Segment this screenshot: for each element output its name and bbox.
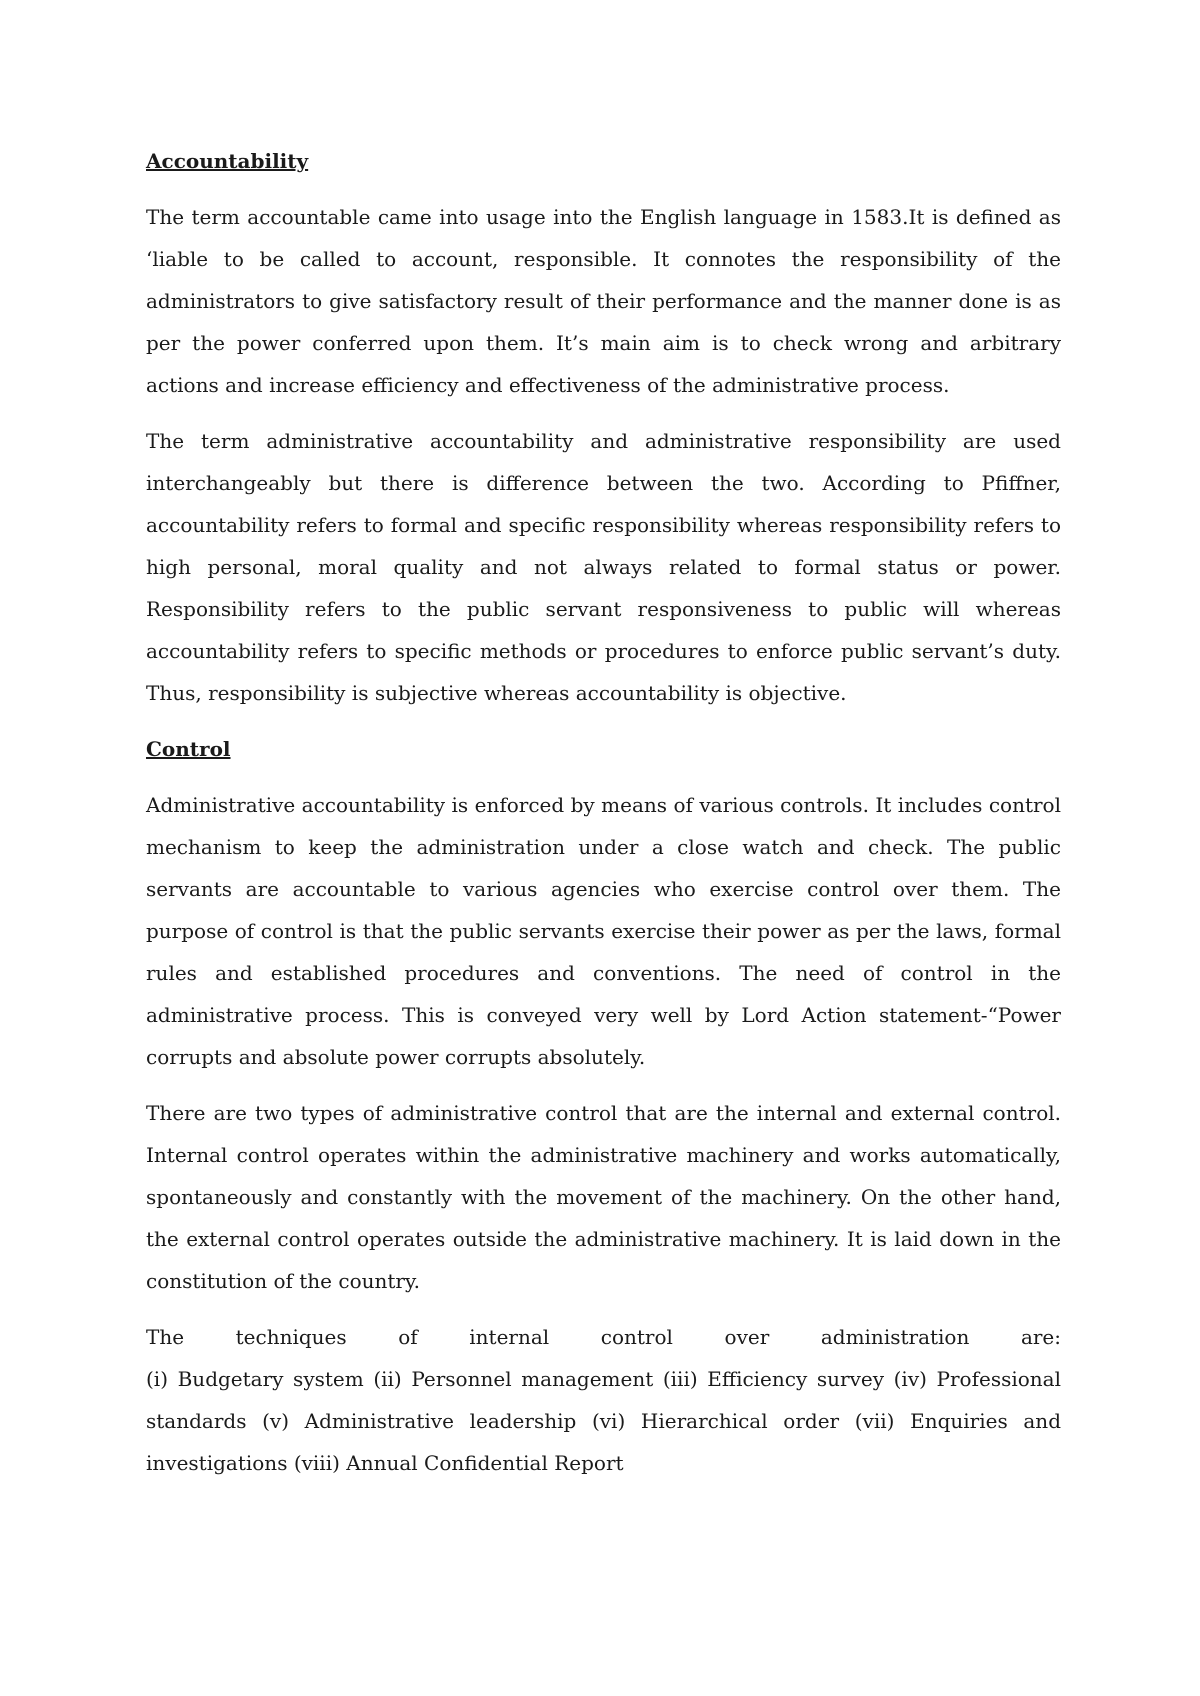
paragraph-control-intro: Administrative accountability is enforced by means of various controls. It includes control mechanism to keep the administration under a close watch and check. The public servants are accountable to various agencies who exercise control over them. The purpose of control is that the public servants exercise their power as per the laws, formal rules and established procedures and conventions. The need of control in the administrative process. This is conveyed very well by Lord Action statement-“Power corrupts and absolute power corrupts absolutely. xyxy=(146,793,1061,1069)
techniques-list: (i) Budgetary system (ii) Personnel management (iii) Efficiency survey (iv) Professional standards (v) Administrative leadership (vi) Hierarchical order (vii) Enquiries and investigations (viii) Annual Confidential Report xyxy=(146,1367,1061,1475)
paragraph-accountability-definition: The term accountable came into usage into the English language in 1583.It is defined as ‘liable to be called to account, responsible. It connotes the responsibility of the administrators to give satisfactory result of their performance and the manner done is as per the power conferred upon them. It’s main aim is to check wrong and arbitrary actions and increase efficiency and effectiveness of the administrative process. xyxy=(146,205,1061,397)
techniques-intro: The techniques of internal control over administration are: xyxy=(146,1325,1061,1349)
paragraph-techniques xyxy=(146,1316,1061,1484)
heading-accountability: Accountability xyxy=(146,149,309,173)
heading-control: Control xyxy=(146,737,231,761)
paragraph-control-types: There are two types of administrative control that are the internal and external control. Internal control operates within the administrative machinery and works automatically, spontaneously and constantly with the movement of the machinery. On the other hand, the external control operates outside the administrative machinery. It is laid down in the constitution of the country. xyxy=(146,1101,1061,1293)
paragraph-accountability-vs-responsibility: The term administrative accountability and administrative responsibility are used interchangeably but there is difference between the two. According to Pfiffner, accountability refers to formal and specific responsibility whereas responsibility refers to high personal, moral quality and not always related to formal status or power. Responsibility refers to the public servant responsiveness to public will whereas accountability refers to specific methods or procedures to enforce public servant’s duty. Thus, responsibility is subjective whereas accountability is objective. xyxy=(146,429,1061,705)
document-page xyxy=(146,140,1061,1484)
